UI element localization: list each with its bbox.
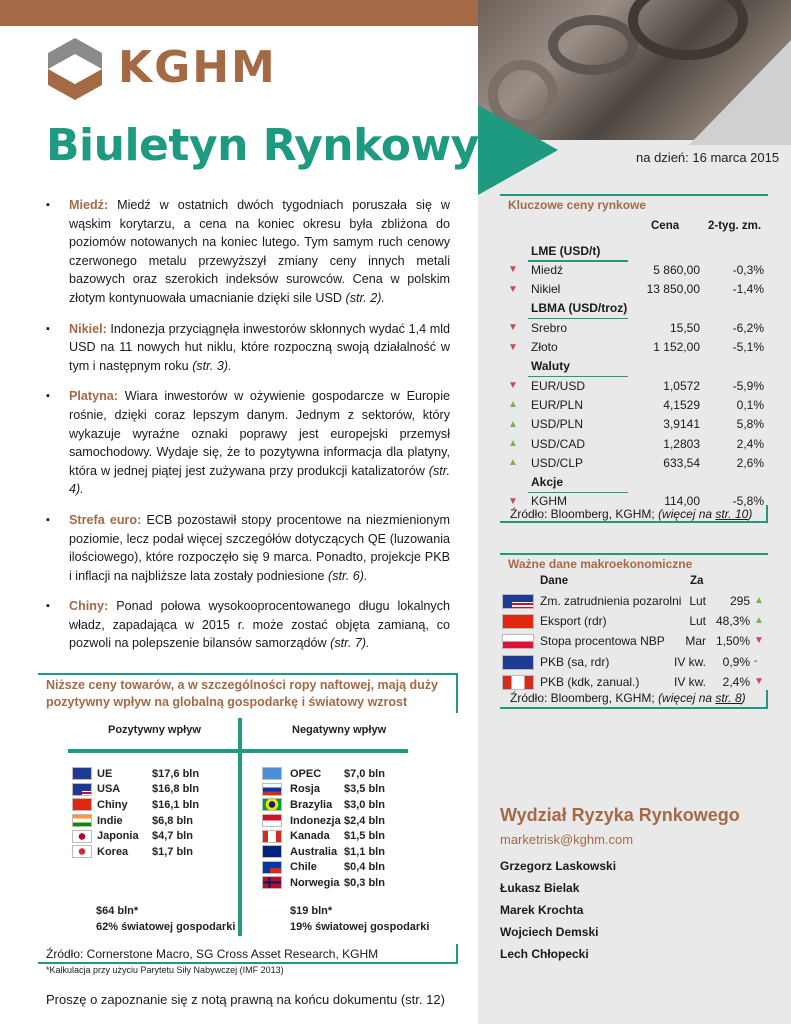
flag-cn-icon — [502, 614, 534, 629]
price-label: Złoto — [531, 340, 558, 354]
macro-label: PKB (kdk, zanual.) — [540, 674, 640, 689]
flag-id-icon — [262, 814, 282, 827]
flag-cl-icon — [262, 861, 282, 874]
price-value: 633,54 — [663, 455, 700, 470]
flag-opec-icon — [262, 767, 282, 780]
impact-row — [72, 844, 97, 860]
positive-total: $64 bln* — [96, 905, 139, 917]
arrow-up-icon: ▲ — [754, 615, 764, 627]
flag-ca-icon — [502, 675, 534, 690]
infobox-top-border — [38, 673, 458, 675]
page-ref[interactable]: (str. 3). — [192, 358, 232, 373]
price-value: 4,1529 — [663, 397, 700, 412]
price-change: 5,8% — [736, 417, 764, 432]
impact-value: $16,8 bln — [152, 783, 200, 796]
macro-value: 2,4% — [722, 674, 750, 689]
impact-row — [262, 782, 287, 798]
macro-period: IV kw. — [673, 654, 706, 669]
impact-row — [72, 813, 97, 829]
price-label: EUR/USD — [531, 378, 586, 393]
infobox-source: Źródło: Cornerstone Macro, SG Cross Asset Research, KGHM — [46, 947, 379, 961]
price-row — [500, 434, 768, 453]
arrow-down-icon: ▼ — [508, 322, 518, 334]
infobox-footnote: *Kalkulacja przy użyciu Parytetu Siły Nabywczej (IMF 2013) — [46, 965, 284, 975]
macro-label: Stopa procentowa NBP — [540, 634, 665, 649]
positive-header: Pozytywny wpływ — [108, 724, 201, 736]
negative-total: $19 bln* — [290, 905, 333, 917]
decor-triangle-green — [478, 105, 558, 195]
country-name: USA — [97, 783, 121, 796]
team-member: Łukasz Bielak — [500, 881, 580, 895]
arrow-down-icon: ▼ — [754, 675, 764, 687]
impact-value: $1,1 bln — [344, 845, 385, 858]
team-title: Wydział Ryzyka Rynkowego — [500, 805, 740, 825]
impact-value: $0,4 bln — [344, 861, 385, 874]
country-name: Australia — [290, 845, 338, 858]
flag-jp-icon — [72, 830, 92, 843]
report-date: na dzień: 16 marca 2015 — [636, 150, 780, 165]
country-name: Korea — [97, 845, 129, 858]
macro-right-border — [766, 690, 768, 708]
price-value: 15,50 — [669, 320, 700, 335]
page-title: Biuletyn Rynkowy — [46, 120, 479, 171]
country-name: Brazylia — [290, 798, 333, 811]
price-label: USD/CAD — [531, 436, 586, 451]
team-member: Grzegorz Laskowski — [500, 859, 617, 873]
macro-value: 295 — [729, 594, 750, 608]
macro-value: 48,3% — [715, 614, 750, 629]
price-change: -6,2% — [732, 320, 764, 335]
legal-note[interactable]: Proszę o zapoznanie się z notą prawną na końcu dokumentu (str. 12) — [46, 992, 445, 1007]
macro-col-data: Dane — [540, 575, 569, 587]
impact-row — [262, 875, 287, 891]
arrow-up-icon: ▲ — [508, 438, 518, 449]
arrow-down-icon: ▼ — [508, 264, 518, 276]
price-row — [500, 415, 768, 434]
price-row — [500, 395, 768, 414]
arrow-down-icon: ▼ — [754, 635, 764, 647]
impact-value: $2,4 bln — [344, 814, 385, 827]
team-member: Lech Chłopecki — [500, 947, 589, 961]
flag-cn-icon — [72, 798, 92, 811]
price-value: 5 860,00 — [653, 262, 700, 277]
arrow-up-icon: ▲ — [508, 457, 518, 469]
flag-no-icon — [262, 876, 282, 889]
flat-icon: - — [754, 655, 758, 667]
price-value: 1,0572 — [663, 378, 700, 393]
col-change: 2-tyg. zm. — [708, 220, 762, 232]
flag-ru-icon — [262, 783, 282, 796]
price-group-header — [500, 357, 768, 376]
prices-title: Kluczowe ceny rynkowe — [508, 198, 647, 212]
impact-value: $6,8 bln — [152, 814, 193, 827]
bullet-miedz: ▪ Miedź: Miedź w ostatnich dwóch tygodniach poruszała się w wąskim korytarzu, a cena na koniec okresu była zbliżona do poziomów notowanych na koniec lutego. Tym samym ruch cenowy czerwonego metalu przewyższył zmiany ceny innych metali bazowych oraz szerokich indeksów surowców. Cena w polskim złotym kontynuowała umacnianie dzięki sile USD (str. 2). — [46, 196, 450, 308]
price-row — [500, 453, 768, 472]
arrow-down-icon: ▼ — [508, 341, 518, 353]
arrow-down-icon: ▼ — [508, 283, 518, 295]
negative-share: 19% światowej gospodarki — [290, 921, 430, 933]
team-email[interactable]: marketrisk@kghm.com — [500, 832, 634, 847]
impact-row — [262, 844, 287, 860]
flag-pl-icon — [502, 634, 534, 649]
price-label: Miedź — [531, 262, 564, 277]
price-value: 114,00 — [664, 494, 700, 509]
infobox-bottom-border — [38, 962, 458, 964]
price-change: -5,8% — [732, 494, 764, 509]
price-change: -1,4% — [732, 282, 764, 297]
impact-value: $1,7 bln — [152, 845, 193, 858]
positive-share: 62% światowej gospodarki — [96, 921, 236, 933]
arrow-down-icon: ▼ — [508, 495, 518, 507]
page-ref[interactable]: (str. 2). — [345, 290, 385, 305]
impact-value: $16,1 bln — [152, 798, 200, 811]
flag-us-icon — [72, 783, 92, 796]
macro-period: Lut — [689, 614, 706, 629]
impact-value: $3,5 bln — [344, 783, 385, 796]
country-name: Indonezja — [290, 814, 341, 827]
price-change: 0,1% — [736, 397, 764, 412]
impact-row — [72, 782, 97, 798]
flag-kr-icon — [72, 845, 92, 858]
country-name: Chiny — [97, 798, 128, 811]
macro-top-border — [500, 553, 768, 555]
price-change: -0,3% — [732, 262, 764, 277]
flag-us-icon — [502, 594, 534, 609]
macro-label: Zm. zatrudnienia pozarolni — [540, 594, 682, 608]
col-price: Cena — [651, 220, 680, 232]
flag-au-icon — [262, 845, 282, 858]
impact-row — [72, 797, 97, 813]
macro-value: 1,50% — [715, 634, 750, 649]
country-name: Rosja — [290, 783, 320, 796]
impact-row — [262, 860, 287, 876]
prices-bottom-border — [500, 521, 768, 523]
prices-source-link[interactable]: str. 10 — [715, 507, 749, 521]
impact-value: $1,5 bln — [344, 830, 385, 843]
price-group-name: LME (USD/t) — [531, 243, 601, 258]
prices-source: Źródło: Bloomberg, KGHM; (więcej na str. 10) — [510, 507, 753, 521]
page-ref[interactable]: (str. 6). — [328, 568, 368, 583]
flag-in-icon — [72, 814, 92, 827]
infobox-right-border — [456, 673, 458, 713]
price-group-name: Akcje — [531, 475, 564, 490]
price-change: -5,9% — [732, 378, 764, 393]
price-label: Nikiel — [531, 282, 561, 297]
impact-value: $3,0 bln — [344, 798, 385, 811]
country-name: UE — [97, 767, 113, 780]
bullet-nikiel: ▪ Nikiel: Indonezja przyciągnęła inwestorów skłonnych wydać 1,4 mld USD na 11 nowych hut niklu, które rozpoczną swoją działalność w tym i następnym roku (str. 3). — [46, 320, 450, 376]
impact-row — [262, 813, 287, 829]
flag-eu-icon — [72, 767, 92, 780]
impact-row — [262, 828, 287, 844]
bullet-platyna: ▪ Platyna: Wiara inwestorów w ożywienie gospodarcze w Europie rośnie, dzięki coraz lepszym danym. Jednym z sektorów, który wykazuje wyraźne oznaki poprawy jest europejski przemysł samochodowy. Wydaje się, że to pozytywna informacja dla platyny, która w jednej piątej jest zużywana przy produkcji katalizatorów (str. 4). — [46, 387, 450, 499]
macro-title: Ważne dane makroekonomiczne — [508, 557, 693, 571]
price-value: 13 850,00 — [646, 282, 700, 297]
infobox-title: Niższe ceny towarów, a w szczególności ropy naftowej, mają duży pozytywny wpływ na globalną gospodarkę i światowy wzrost — [46, 678, 438, 709]
price-value: 1,2803 — [663, 436, 700, 451]
infobox-bottom-right-border — [456, 944, 458, 964]
price-row — [500, 338, 768, 357]
macro-source: Źródło: Bloomberg, KGHM; (więcej na str. 8) — [510, 691, 746, 705]
macro-value: 0,9% — [722, 654, 750, 669]
impact-value: $7,0 bln — [344, 767, 385, 780]
macro-label: PKB (sa, rdr) — [540, 654, 610, 669]
flag-ca-icon — [262, 830, 282, 843]
price-group-header — [500, 241, 768, 260]
country-name: OPEC — [290, 767, 322, 780]
price-change: -5,1% — [732, 340, 764, 354]
arrow-up-icon: ▲ — [754, 595, 764, 606]
negative-header: Negatywny wpływ — [292, 724, 387, 736]
price-group-header — [500, 473, 768, 492]
macro-source-link[interactable]: str. 8 — [715, 691, 742, 705]
impact-row — [262, 766, 287, 782]
impact-row — [72, 766, 97, 782]
cross-vertical — [238, 718, 242, 936]
price-row — [500, 260, 768, 279]
impact-row — [72, 828, 97, 844]
price-change: 2,4% — [736, 436, 764, 451]
team-member: Wojciech Demski — [500, 925, 599, 939]
prices-top-border — [500, 194, 768, 196]
prices-right-border — [766, 505, 768, 522]
arrow-up-icon: ▲ — [508, 399, 518, 411]
page-ref[interactable]: (str. 4). — [69, 463, 450, 497]
macro-label: Eksport (rdr) — [540, 614, 607, 629]
impact-row — [262, 797, 287, 813]
brand-name: KGHM — [118, 42, 277, 93]
country-name: Japonia — [97, 830, 139, 843]
price-row — [500, 376, 768, 395]
summary-bullets — [46, 196, 450, 665]
country-name: Chile — [290, 861, 317, 874]
impact-value: $0,3 bln — [344, 876, 385, 889]
macro-period: Mar — [685, 634, 706, 649]
price-group-header — [500, 299, 768, 318]
flag-br-icon — [262, 798, 282, 811]
price-label: USD/PLN — [531, 417, 584, 432]
macro-bottom-border — [500, 707, 768, 709]
flag-eu-icon — [502, 655, 534, 670]
page-ref[interactable]: (str. 7). — [330, 636, 370, 651]
price-group-name: LBMA (USD/troz) — [531, 301, 628, 316]
impact-value: $17,6 bln — [152, 767, 200, 780]
price-label: KGHM — [531, 494, 567, 509]
price-value: 1 152,00 — [653, 340, 700, 354]
team-member: Marek Krochta — [500, 903, 584, 917]
price-value: 3,9141 — [663, 417, 700, 432]
impact-value: $4,7 bln — [152, 830, 193, 843]
kghm-logo — [48, 38, 102, 105]
country-name: Kanada — [290, 830, 330, 843]
header-bar — [0, 0, 478, 26]
bullet-chiny: ▪ Chiny: Ponad połowa wysokooprocentowanego długu lokalnych władz, zapadająca w 2015 r. może zostać objęta zamianą, co pozwoli na polepszenie bilansów samorządów (str. 7). — [46, 597, 450, 653]
price-group-name: Waluty — [531, 359, 570, 374]
bullet-strefa-euro: ▪ Strefa euro: ECB pozostawił stopy procentowe na niezmienionym poziomie, lecz podał więcej szczegółów dotyczących QE (luzowania ilościowego), które rozpoczęło się 9 marca. Ponadto, projekcje PKB i inflacji na najbliższe lata zostały podniesione (str. 6). — [46, 511, 450, 585]
arrow-down-icon: ▼ — [508, 380, 518, 392]
decor-triangle-grey — [689, 40, 791, 145]
country-name: Indie — [97, 814, 123, 827]
price-change: 2,6% — [736, 455, 764, 470]
price-label: EUR/PLN — [531, 397, 584, 412]
macro-period: Lut — [689, 594, 706, 608]
price-label: USD/CLP — [531, 455, 584, 470]
arrow-up-icon: ▲ — [508, 418, 518, 430]
price-label: Srebro — [531, 320, 568, 335]
country-name: Norwegia — [290, 876, 340, 889]
price-row — [500, 280, 768, 299]
macro-period: IV kw. — [673, 674, 706, 689]
price-row — [500, 318, 768, 337]
macro-col-for: Za — [690, 575, 704, 587]
